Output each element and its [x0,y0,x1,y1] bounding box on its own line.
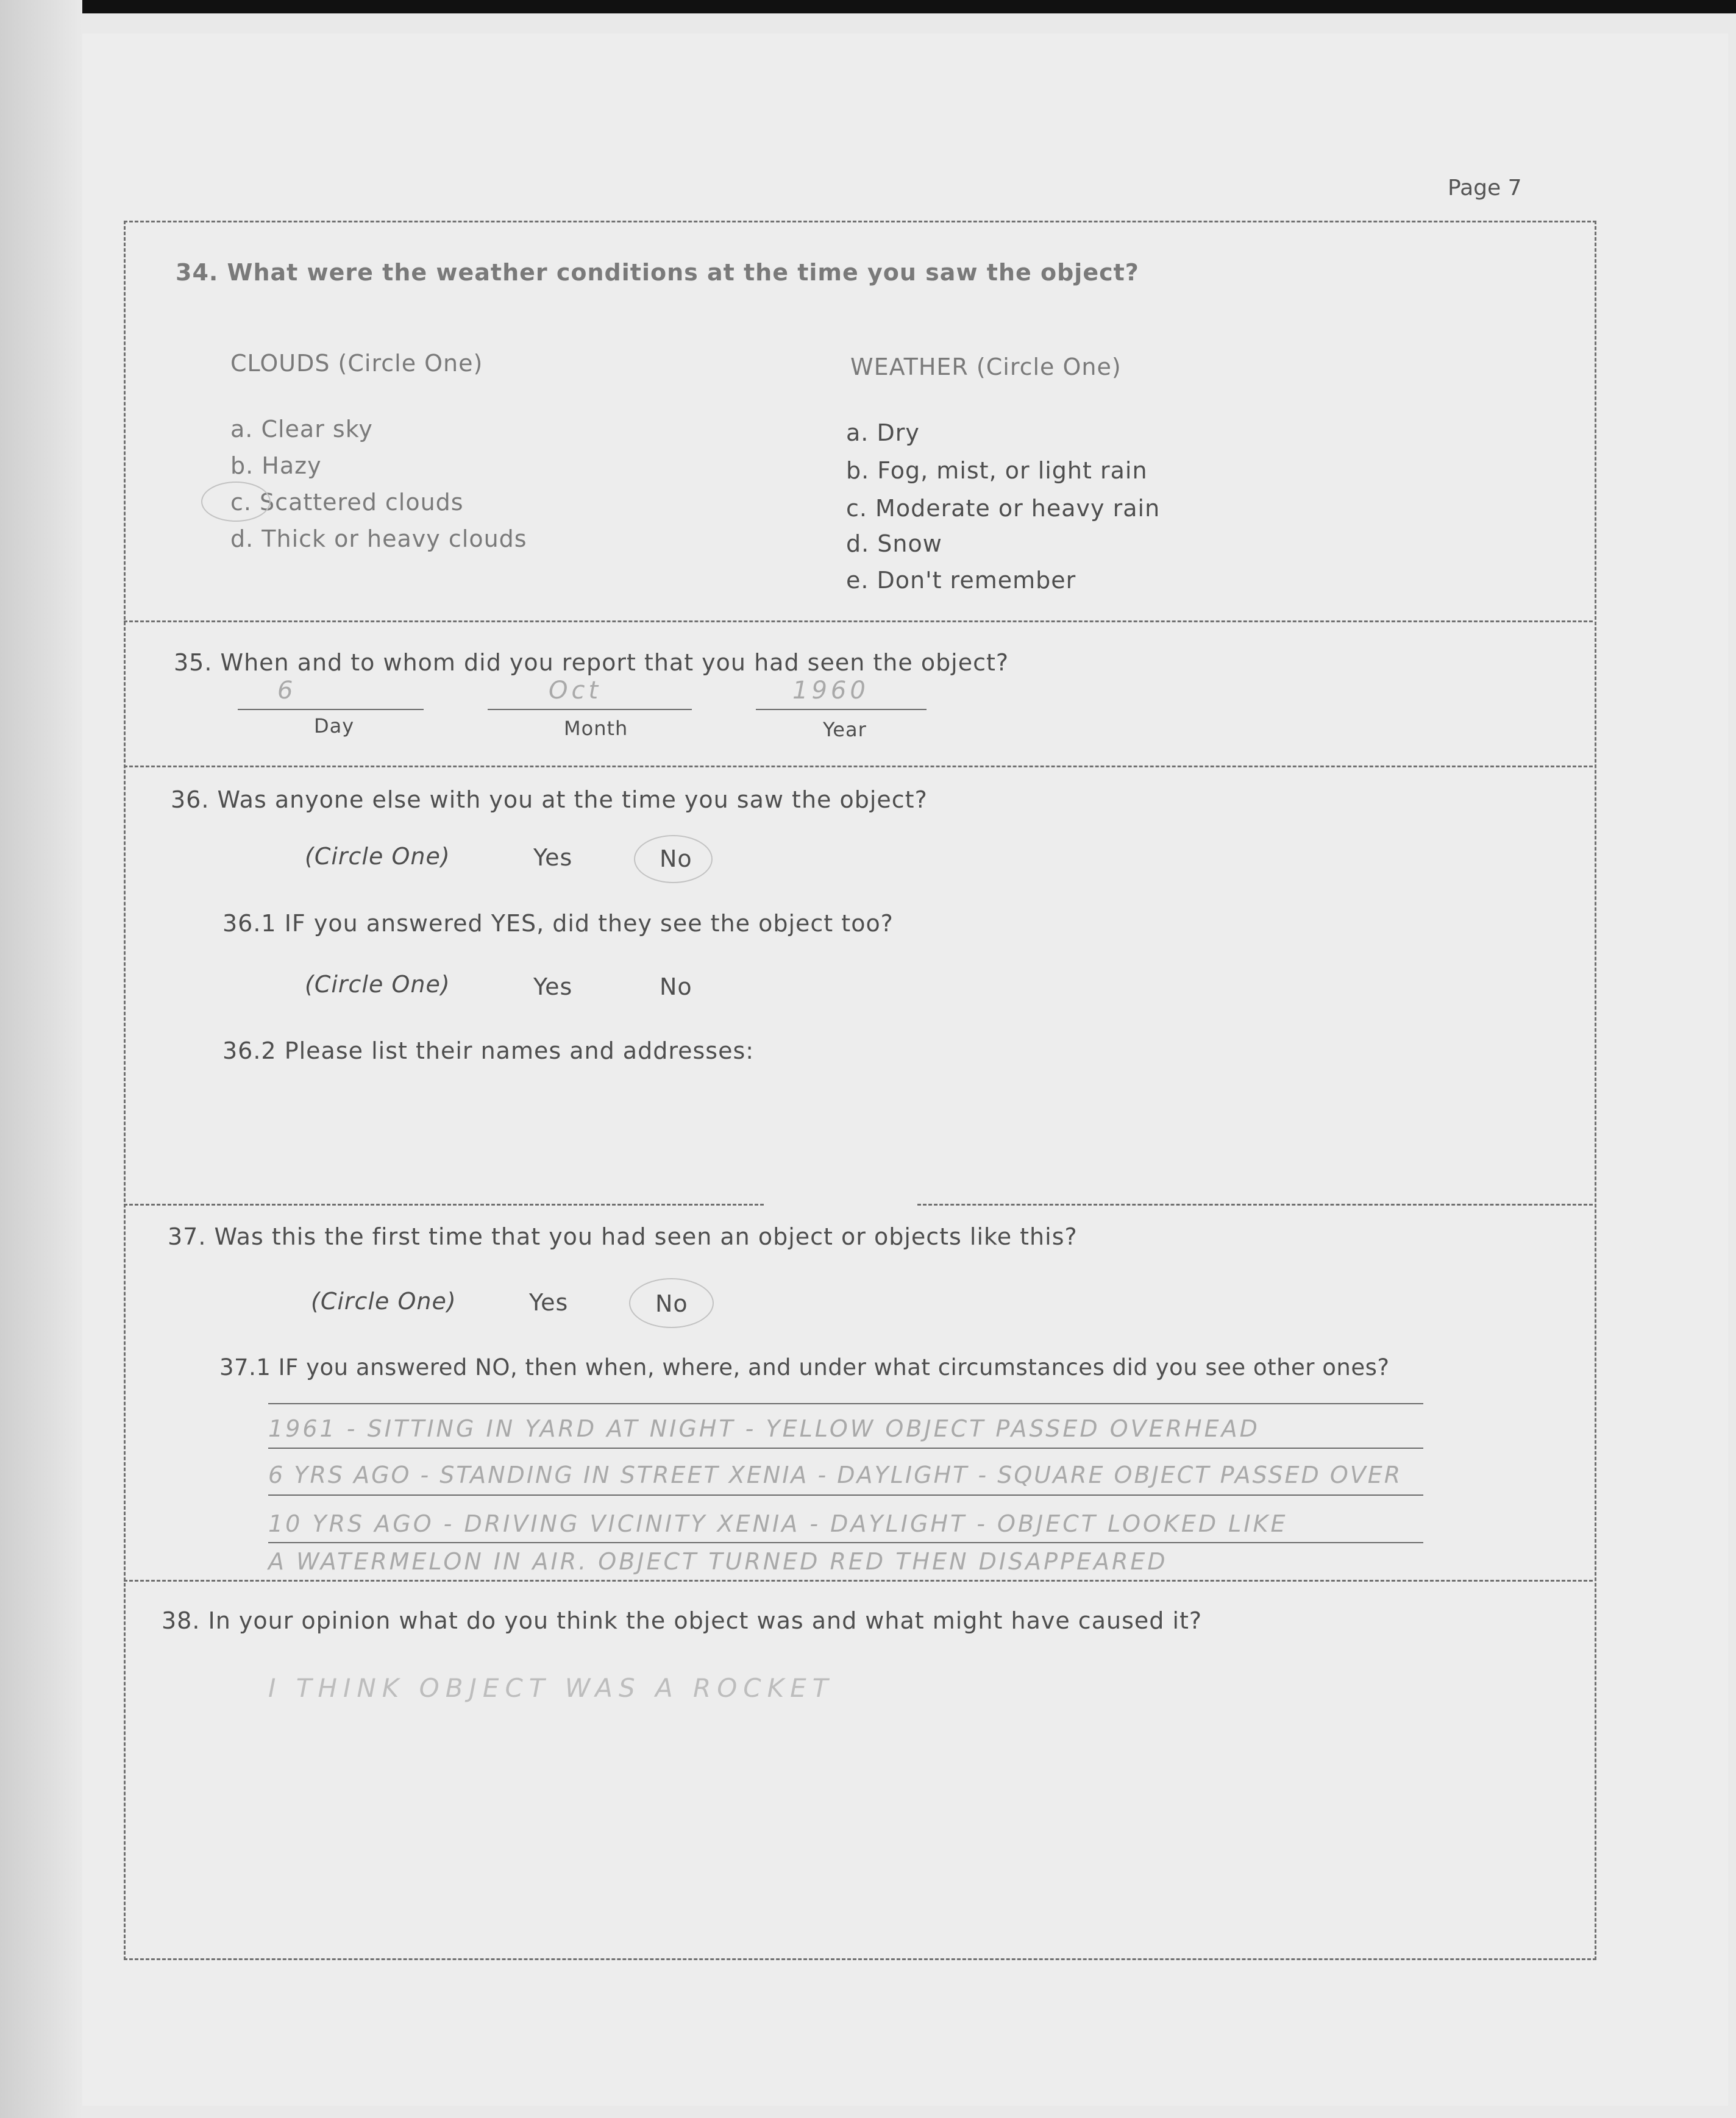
divider-37-38 [124,1580,1593,1582]
divider-35-36 [124,766,1593,767]
weather-heading: WEATHER (Circle One) [850,354,1122,380]
handwritten-38: I THINK OBJECT WAS A ROCKET [268,1673,834,1703]
weather-option-c: c. Moderate or heavy rain [846,495,1161,522]
q37-1-line-4 [268,1542,1423,1543]
handwritten-37-line-2: 6 YRS AGO - STANDING IN STREET XENIA - DAYLIGHT - SQUARE OBJECT PASSED OVER [268,1462,1403,1488]
handwritten-year: 1960 [792,677,869,705]
q37-no: No [655,1290,688,1317]
weather-option-e: e. Don't remember [846,567,1076,594]
clouds-option-c: c. Scattered clouds [230,489,464,516]
year-label: Year [823,718,867,741]
q37-1-line-1 [268,1403,1423,1404]
question-37-1: 37.1 IF you answered NO, then when, where, and under what circumstances did you see other ones? [219,1354,1390,1381]
handwritten-37-line-4: A WATERMELON IN AIR. OBJECT TURNED RED THEN DISAPPEARED [268,1548,1168,1575]
handwritten-37-line-3: 10 YRS AGO - DRIVING VICINITY XENIA - DAYLIGHT - OBJECT LOOKED LIKE [268,1510,1288,1537]
page-number: Page 7 [1448,176,1522,201]
question-38: 38. In your opinion what do you think the object was and what might have caused it? [162,1607,1203,1634]
question-34: 34. What were the weather conditions at the time you saw the object? [176,259,1139,286]
weather-option-b: b. Fog, mist, or light rain [846,457,1148,484]
divider-34-35 [124,620,1593,622]
question-36-1: 36.1 IF you answered YES, did they see the object too? [222,910,894,937]
question-37: 37. Was this the first time that you had seen an object or objects like this? [168,1223,1078,1250]
year-line [756,709,927,710]
question-36: 36. Was anyone else with you at the time you saw the object? [171,786,928,813]
q36-1-yes: Yes [533,973,573,1000]
clouds-option-d: d. Thick or heavy clouds [230,525,527,552]
divider-36-37-right [917,1204,1593,1206]
day-line [238,709,424,710]
clouds-heading: CLOUDS (Circle One) [230,350,483,377]
divider-36-37-left [124,1204,764,1206]
scan-border-top [0,0,1736,13]
answer-circle-q37 [629,1278,714,1328]
scan-shadow-left [0,0,82,2118]
answer-circle-clouds [201,482,271,522]
month-label: Month [564,717,628,740]
handwritten-day: 6 [277,677,297,705]
q36-1-circle-one: (Circle One) [305,971,450,998]
q37-1-line-3 [268,1494,1423,1496]
handwritten-month: Oct [549,677,602,705]
q36-no: No [660,845,692,872]
q36-1-no: No [660,973,692,1000]
q36-circle-one: (Circle One) [305,843,450,870]
weather-option-d: d. Snow [846,530,942,557]
handwritten-37-line-1: 1961 - SITTING IN YARD AT NIGHT - YELLOW OBJECT PASSED OVERHEAD [268,1415,1260,1442]
day-label: Day [314,714,355,737]
clouds-option-a: a. Clear sky [230,416,373,442]
answer-circle-q36 [634,835,713,883]
question-35: 35. When and to whom did you report that you had seen the object? [174,649,1009,676]
q37-1-line-2 [268,1448,1423,1449]
question-36-2: 36.2 Please list their names and addresses: [222,1037,755,1064]
month-line [488,709,692,710]
clouds-option-b: b. Hazy [230,452,322,479]
q37-yes: Yes [529,1289,569,1316]
weather-option-a: a. Dry [846,419,920,446]
q37-circle-one: (Circle One) [311,1288,457,1315]
q36-yes: Yes [533,844,573,871]
